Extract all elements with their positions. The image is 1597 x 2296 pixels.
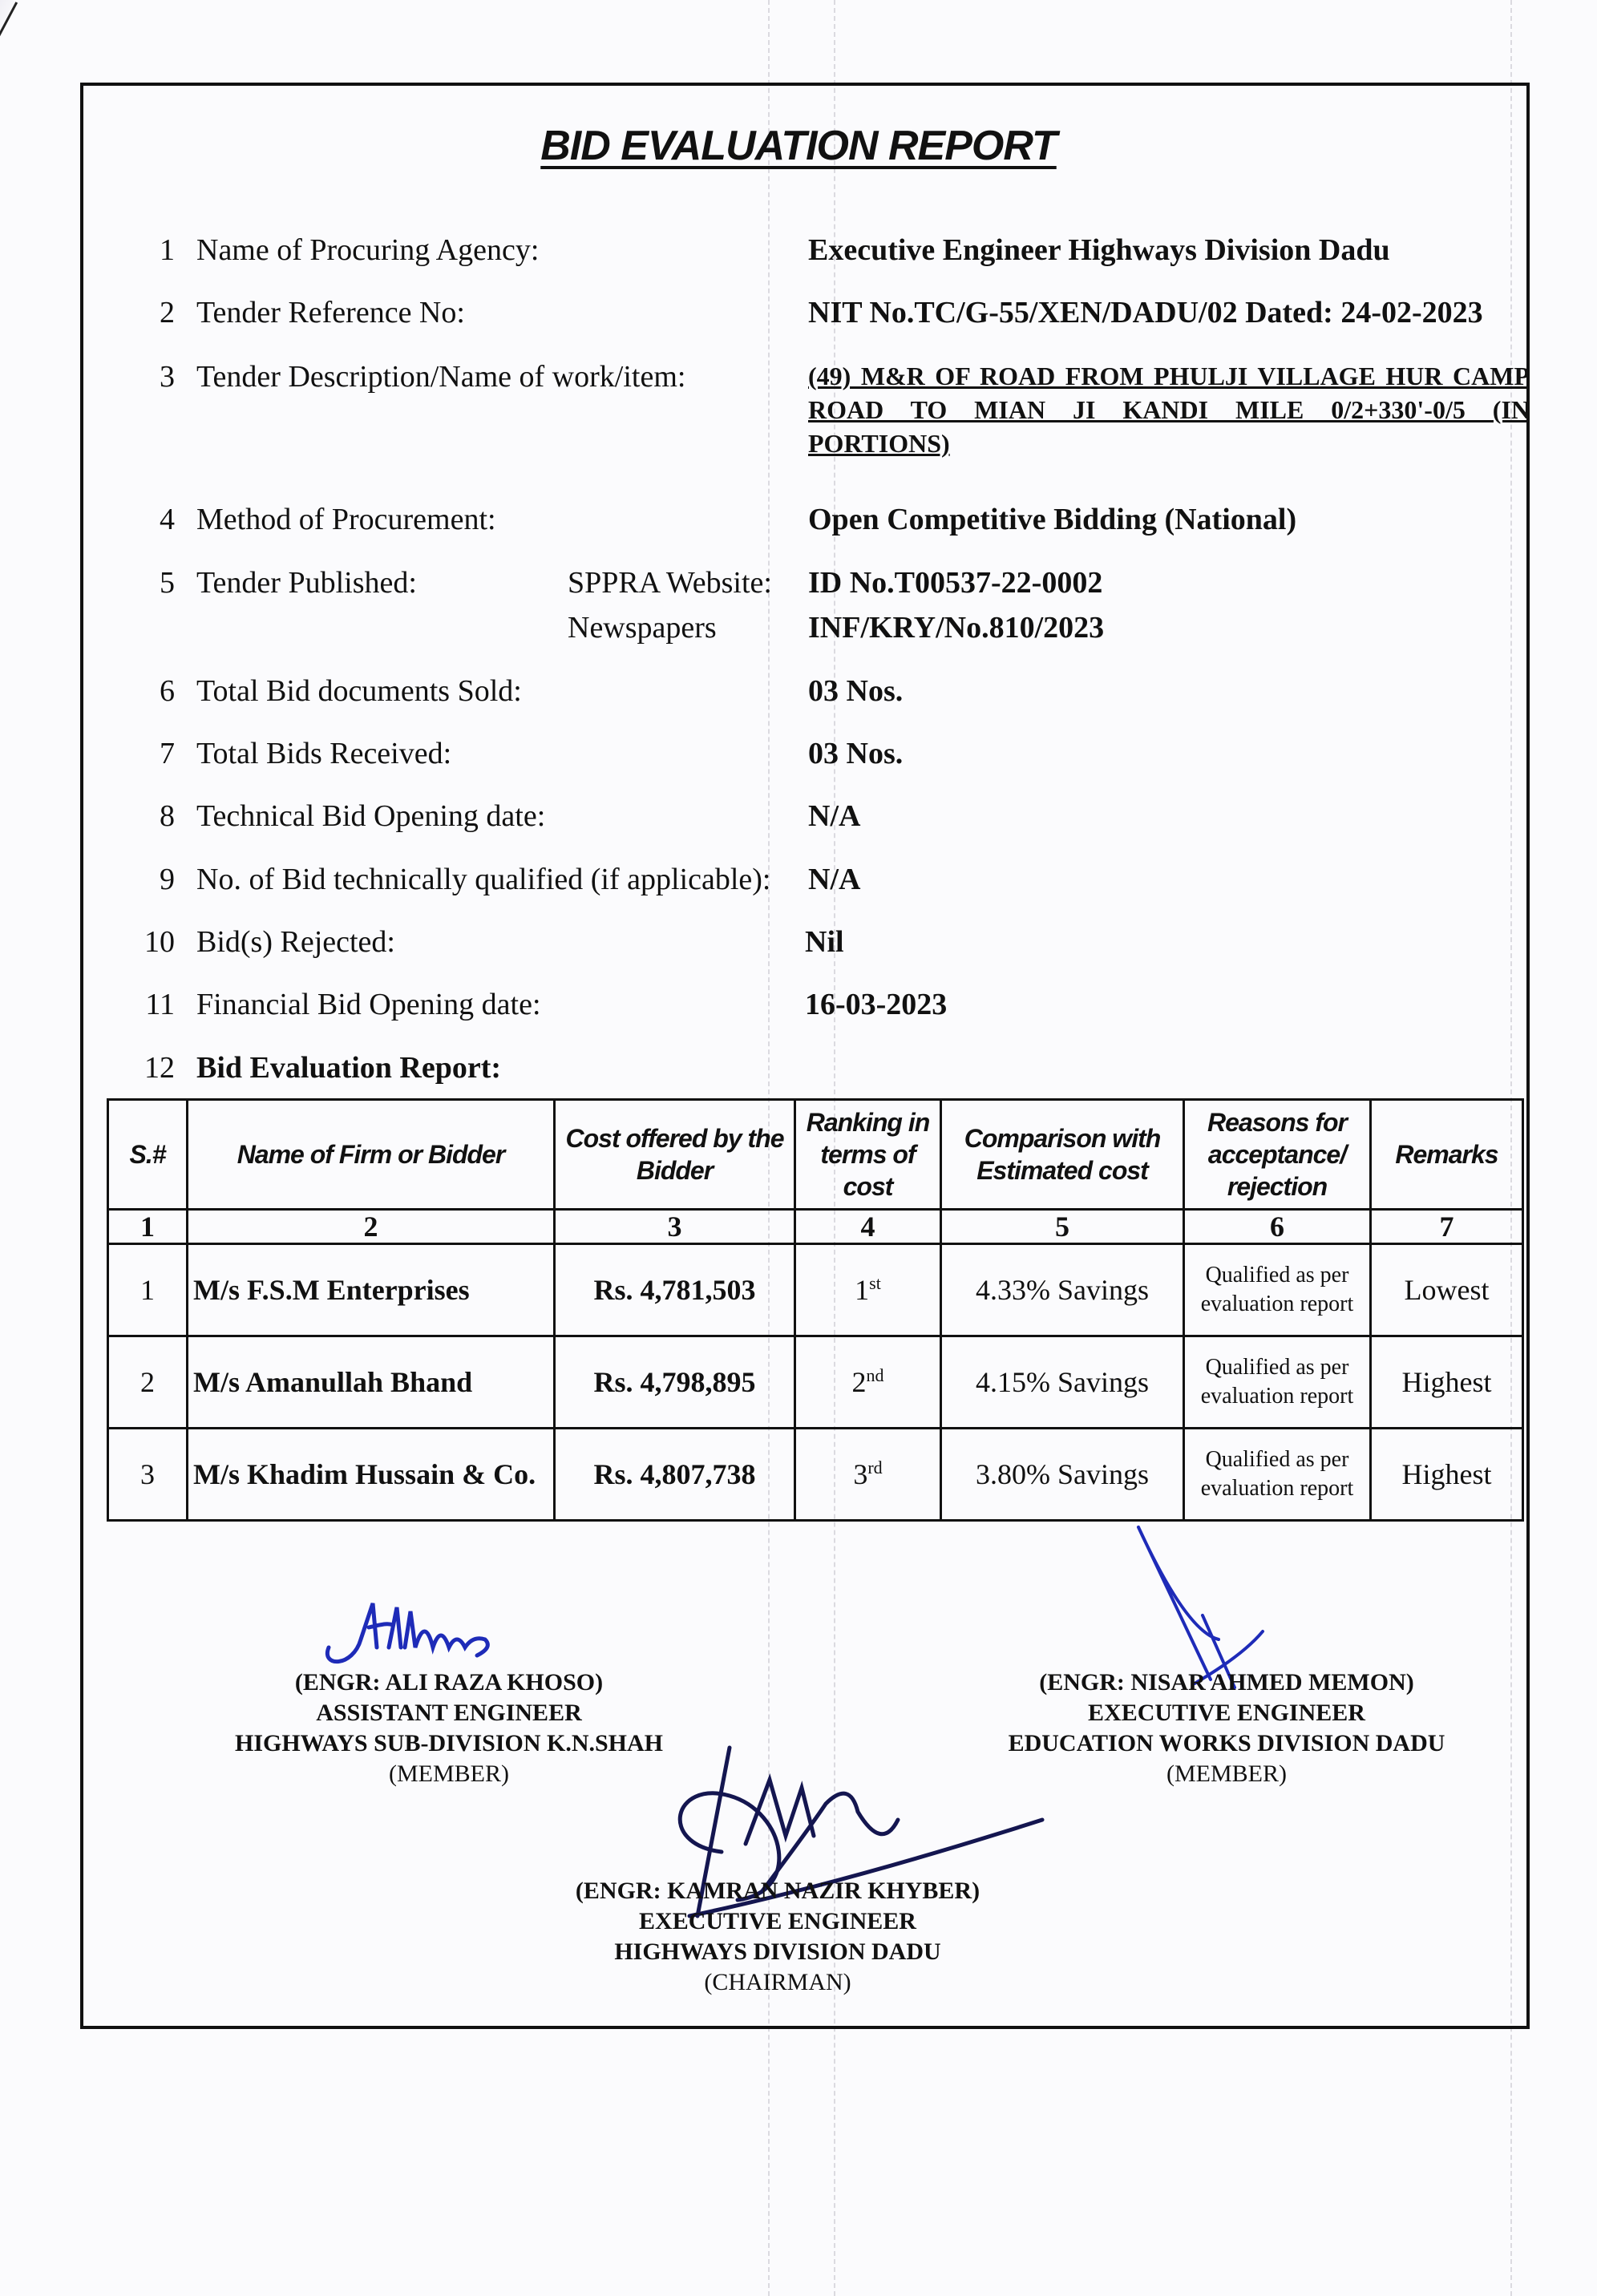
item-label: Bid(s) Rejected: bbox=[196, 925, 395, 959]
column-number: 6 bbox=[1184, 1210, 1371, 1244]
detail-row-tender-published bbox=[0, 565, 1597, 645]
table-header-row bbox=[108, 1100, 1523, 1210]
cell-rank bbox=[795, 1429, 941, 1521]
item-number: 1 bbox=[160, 233, 175, 267]
cell-firm: M/s F.S.M Enterprises bbox=[188, 1244, 555, 1336]
sub-label-sppra: SPPRA Website: bbox=[568, 566, 772, 600]
item-number: 9 bbox=[160, 863, 175, 896]
header-reasons: Reasons for acceptance/ rejection bbox=[1184, 1100, 1371, 1210]
signatory-office: HIGHWAYS SUB-DIVISION K.N.SHAH bbox=[234, 1730, 664, 1756]
rank-suffix: st bbox=[869, 1273, 881, 1293]
rank-number: 2 bbox=[851, 1366, 867, 1398]
cell-reason: Qualified as per evaluation report bbox=[1184, 1429, 1371, 1521]
signatory-block-member-2 bbox=[946, 1667, 1507, 1789]
sub-value-sppra: ID No.T00537-22-0002 bbox=[808, 566, 1103, 600]
cell-serial: 1 bbox=[108, 1244, 188, 1336]
header-ranking: Ranking in terms of cost bbox=[795, 1100, 941, 1210]
cell-reason: Qualified as per evaluation report bbox=[1184, 1244, 1371, 1336]
item-label: Tender Description/Name of work/item: bbox=[196, 360, 686, 394]
cell-cost: Rs. 4,798,895 bbox=[555, 1336, 795, 1429]
table-row bbox=[108, 1336, 1523, 1429]
cell-remarks: Lowest bbox=[1371, 1244, 1523, 1336]
item-value: 03 Nos. bbox=[808, 737, 904, 770]
item-label: Tender Published: bbox=[196, 566, 417, 600]
item-value: (49) M&R OF ROAD FROM PHULJI VILLAGE HUR CAMP ROAD TO MIAN JI KANDI MILE 0/2+330'-0/5 (IN PORTIONS) bbox=[808, 362, 1530, 458]
signatory-role: (MEMBER) bbox=[1166, 1760, 1287, 1787]
item-value: Executive Engineer Highways Division Dadu bbox=[808, 233, 1390, 267]
item-label: Total Bids Received: bbox=[196, 737, 452, 770]
cell-firm: M/s Khadim Hussain & Co. bbox=[188, 1429, 555, 1521]
cell-cost: Rs. 4,807,738 bbox=[555, 1429, 795, 1521]
item-number: 10 bbox=[144, 925, 175, 959]
cell-serial: 2 bbox=[108, 1336, 188, 1429]
signatory-name: (ENGR: KAMRAN NAZIR KHYBER) bbox=[575, 1878, 980, 1904]
column-number: 7 bbox=[1371, 1210, 1523, 1244]
table-row bbox=[108, 1244, 1523, 1336]
cell-comparison: 4.33% Savings bbox=[941, 1244, 1184, 1336]
table-row bbox=[108, 1429, 1523, 1521]
item-number: 6 bbox=[160, 674, 175, 708]
cell-rank bbox=[795, 1336, 941, 1429]
column-number-row bbox=[108, 1210, 1523, 1244]
item-value: Open Competitive Bidding (National) bbox=[808, 503, 1297, 536]
signatory-block-chairman bbox=[497, 1876, 1058, 1998]
bid-evaluation-table bbox=[107, 1098, 1524, 1522]
signatory-block-member-1 bbox=[168, 1667, 730, 1789]
rank-suffix: rd bbox=[867, 1457, 883, 1477]
cell-reason: Qualified as per evaluation report bbox=[1184, 1336, 1371, 1429]
signatory-role: (MEMBER) bbox=[389, 1760, 509, 1787]
item-number: 3 bbox=[160, 360, 175, 394]
item-value: N/A bbox=[808, 863, 861, 896]
column-number: 1 bbox=[108, 1210, 188, 1244]
signatory-designation: ASSISTANT ENGINEER bbox=[316, 1700, 582, 1726]
cell-remarks: Highest bbox=[1371, 1336, 1523, 1429]
column-number: 5 bbox=[941, 1210, 1184, 1244]
item-value: 16-03-2023 bbox=[805, 988, 948, 1021]
item-label: Tender Reference No: bbox=[196, 296, 465, 329]
item-number: 8 bbox=[160, 799, 175, 833]
item-number: 11 bbox=[145, 988, 175, 1021]
item-label: Total Bid documents Sold: bbox=[196, 674, 522, 708]
rank-number: 1 bbox=[855, 1274, 870, 1306]
cell-comparison: 4.15% Savings bbox=[941, 1336, 1184, 1429]
item-number: 12 bbox=[144, 1051, 175, 1085]
signatory-office: EDUCATION WORKS DIVISION DADU bbox=[1008, 1730, 1445, 1756]
item-number: 7 bbox=[160, 737, 175, 770]
signatory-designation: EXECUTIVE ENGINEER bbox=[1088, 1700, 1365, 1726]
signatory-designation: EXECUTIVE ENGINEER bbox=[639, 1908, 916, 1934]
paper-fold bbox=[0, 0, 18, 456]
header-serial: S.# bbox=[108, 1100, 188, 1210]
item-number: 5 bbox=[160, 566, 175, 600]
rank-number: 3 bbox=[853, 1458, 868, 1490]
signatory-name: (ENGR: NISAR AHMED MEMON) bbox=[1039, 1669, 1414, 1696]
cell-rank bbox=[795, 1244, 941, 1336]
item-value: Nil bbox=[805, 925, 844, 959]
header-remarks: Remarks bbox=[1371, 1100, 1523, 1210]
cell-serial: 3 bbox=[108, 1429, 188, 1521]
page-title: BID EVALUATION REPORT bbox=[540, 123, 1057, 169]
header-firm-name: Name of Firm or Bidder bbox=[188, 1100, 555, 1210]
signatory-office: HIGHWAYS DIVISION DADU bbox=[614, 1938, 941, 1965]
item-label: Financial Bid Opening date: bbox=[196, 988, 541, 1021]
cell-comparison: 3.80% Savings bbox=[941, 1429, 1184, 1521]
item-value: N/A bbox=[808, 799, 861, 833]
section-heading: Bid Evaluation Report: bbox=[196, 1051, 502, 1085]
column-number: 4 bbox=[795, 1210, 941, 1244]
column-number: 3 bbox=[555, 1210, 795, 1244]
cell-remarks: Highest bbox=[1371, 1429, 1523, 1521]
sub-value-newspapers: INF/KRY/No.810/2023 bbox=[808, 611, 1105, 645]
item-label: Name of Procuring Agency: bbox=[196, 233, 540, 267]
column-number: 2 bbox=[188, 1210, 555, 1244]
signatory-name: (ENGR: ALI RAZA KHOSO) bbox=[294, 1669, 604, 1696]
item-label: Method of Procurement: bbox=[196, 503, 496, 536]
item-value: 03 Nos. bbox=[808, 674, 904, 708]
signatory-role: (CHAIRMAN) bbox=[704, 1969, 851, 1995]
header-comparison: Comparison with Estimated cost bbox=[941, 1100, 1184, 1210]
cell-firm: M/s Amanullah Bhand bbox=[188, 1336, 555, 1429]
rank-suffix: nd bbox=[866, 1365, 884, 1385]
item-label: Technical Bid Opening date: bbox=[196, 799, 546, 833]
header-cost-offered: Cost offered by the Bidder bbox=[555, 1100, 795, 1210]
item-number: 4 bbox=[160, 503, 175, 536]
item-label: No. of Bid technically qualified (if applicable): bbox=[196, 863, 771, 896]
sub-label-newspapers: Newspapers bbox=[568, 611, 717, 645]
cell-cost: Rs. 4,781,503 bbox=[555, 1244, 795, 1336]
item-number: 2 bbox=[160, 296, 175, 329]
item-value: NIT No.TC/G-55/XEN/DADU/02 Dated: 24-02-2023 bbox=[808, 296, 1483, 329]
